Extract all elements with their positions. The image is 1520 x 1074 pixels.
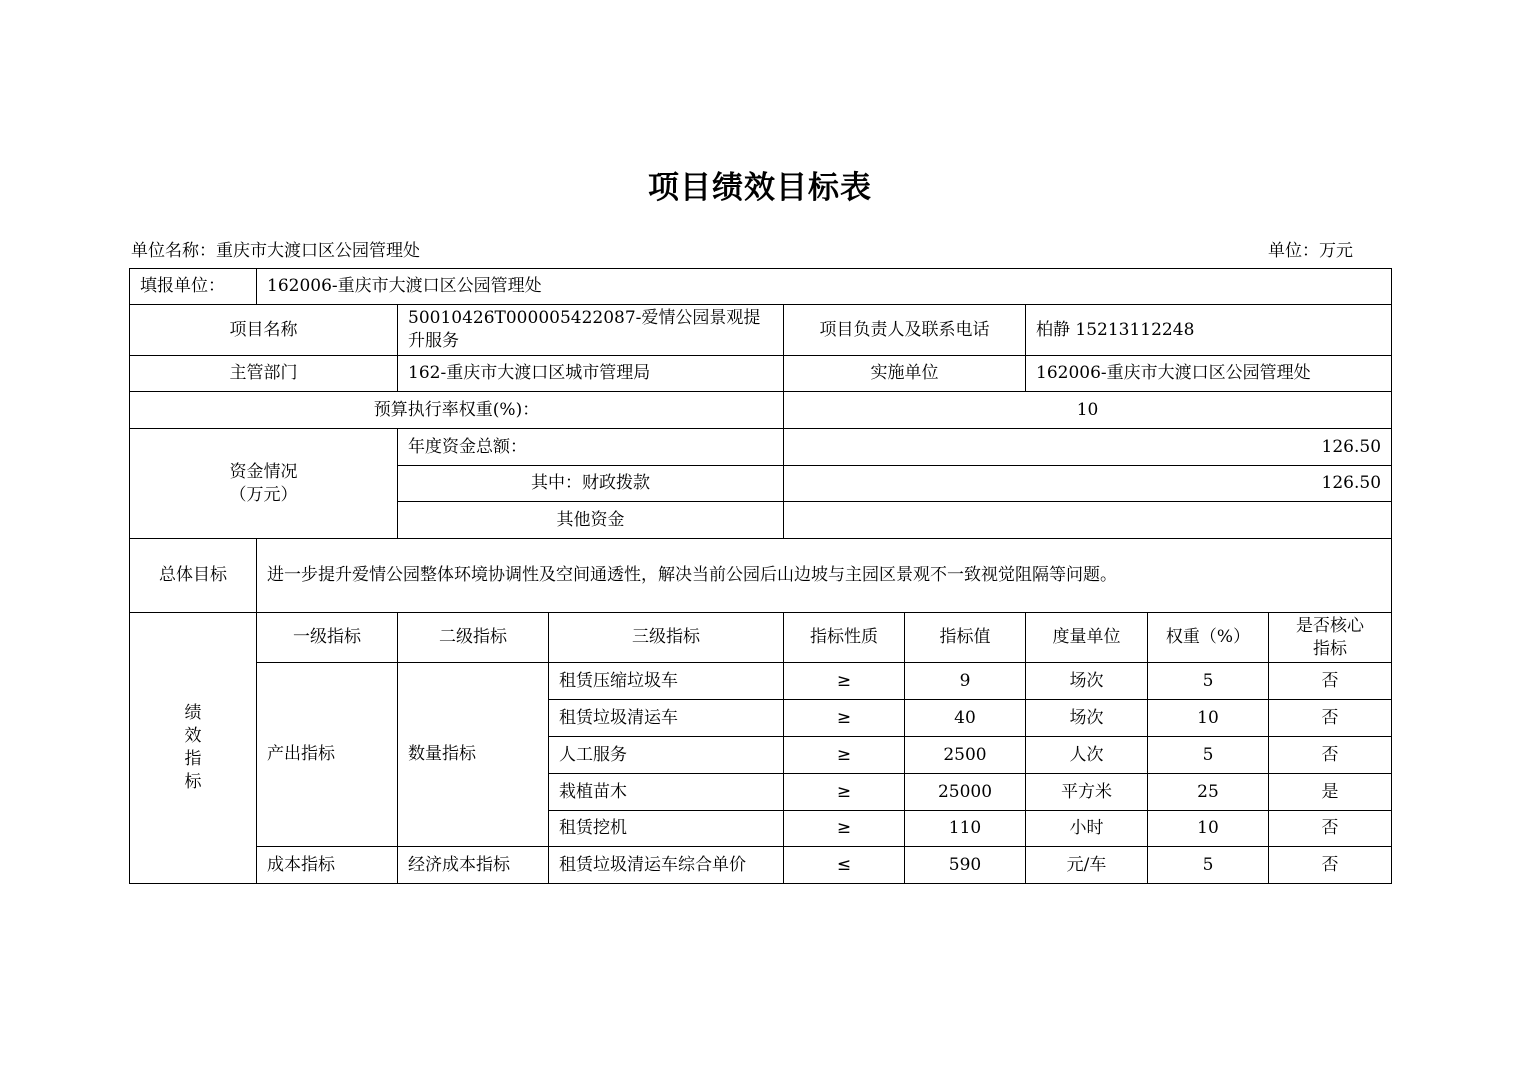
indicator-nature: ≥ — [784, 700, 905, 737]
project-owner-label: 项目负责人及联系电话 — [784, 305, 1026, 356]
fill-unit-row — [130, 269, 1392, 305]
goal-text: 进一步提升爱情公园整体环境协调性及空间通透性，解决当前公园后山边坡与主园区景观不一致视觉阻隔等问题。 — [257, 539, 1392, 613]
dept-value: 162-重庆市大渡口区城市管理局 — [398, 356, 784, 392]
funds-label-line2: （万元） — [229, 484, 298, 505]
funds-label — [130, 429, 398, 539]
indicator-unit: 小时 — [1026, 811, 1148, 847]
indicator-section-char: 标 — [184, 772, 202, 792]
indicator-name: 人工服务 — [549, 737, 784, 774]
indicator-value: 590 — [905, 847, 1026, 884]
header-value: 指标值 — [905, 613, 1026, 663]
indicator-value: 110 — [905, 811, 1026, 847]
project-name-label: 项目名称 — [130, 305, 398, 356]
indicator-nature: ≥ — [784, 811, 905, 847]
header-core-line1: 是否核心 — [1296, 615, 1364, 636]
indicator-core: 是 — [1269, 774, 1392, 811]
indicator-name: 栽植苗木 — [549, 774, 784, 811]
fill-unit-value: 162006-重庆市大渡口区公园管理处 — [257, 269, 1392, 305]
dept-row — [130, 356, 1392, 392]
indicator-core: 否 — [1269, 700, 1392, 737]
indicator-unit: 场次 — [1026, 700, 1148, 737]
project-name-row — [130, 305, 1392, 356]
indicator-weight: 10 — [1148, 811, 1269, 847]
project-name-value: 50010426T000005422087-爱情公园景观提升服务 — [398, 305, 784, 356]
indicator-value: 25000 — [905, 774, 1026, 811]
indicator-level1: 成本指标 — [257, 847, 398, 884]
header-level1: 一级指标 — [257, 613, 398, 663]
indicator-section-char: 效 — [184, 726, 202, 746]
indicator-level2: 数量指标 — [398, 663, 549, 847]
indicator-nature: ≥ — [784, 737, 905, 774]
indicator-unit: 场次 — [1026, 663, 1148, 700]
fill-unit-label: 填报单位： — [130, 269, 257, 305]
funds-label-line1: 资金情况 — [229, 461, 298, 482]
header-nature: 指标性质 — [784, 613, 905, 663]
indicator-core: 否 — [1269, 663, 1392, 700]
header-core-line2: 指标 — [1313, 638, 1347, 659]
budget-weight-row — [130, 392, 1392, 429]
indicator-weight: 10 — [1148, 700, 1269, 737]
indicator-unit: 平方米 — [1026, 774, 1148, 811]
indicator-weight: 5 — [1148, 663, 1269, 700]
other-funds-value — [784, 502, 1392, 539]
goal-label: 总体目标 — [130, 539, 257, 613]
indicator-weight: 25 — [1148, 774, 1269, 811]
other-funds-label: 其他资金 — [398, 502, 784, 539]
indicator-name: 租赁垃圾清运车综合单价 — [549, 847, 784, 884]
header-unit: 度量单位 — [1026, 613, 1148, 663]
indicator-name: 租赁垃圾清运车 — [549, 700, 784, 737]
indicator-row — [130, 847, 1392, 884]
indicator-section-char: 绩 — [184, 703, 202, 723]
budget-weight-label: 预算执行率权重(%)： — [130, 392, 784, 429]
indicator-unit: 元/车 — [1026, 847, 1148, 884]
indicator-core: 否 — [1269, 811, 1392, 847]
impl-unit-value: 162006-重庆市大渡口区公园管理处 — [1026, 356, 1392, 392]
currency-unit-label: 单位：万元 — [1268, 241, 1353, 261]
budget-weight-value: 10 — [784, 392, 1392, 429]
indicator-name: 租赁压缩垃圾车 — [549, 663, 784, 700]
fiscal-funds-value: 126.50 — [784, 466, 1392, 502]
unit-name-label: 单位名称：重庆市大渡口区公园管理处 — [131, 241, 420, 261]
indicator-core: 否 — [1269, 847, 1392, 884]
indicator-section-label — [130, 613, 257, 884]
goal-row — [130, 539, 1392, 613]
indicator-value: 40 — [905, 700, 1026, 737]
indicator-nature: ≥ — [784, 774, 905, 811]
indicator-nature: ≥ — [784, 663, 905, 700]
indicator-weight: 5 — [1148, 847, 1269, 884]
indicator-nature: ≤ — [784, 847, 905, 884]
header-weight: 权重（%） — [1148, 613, 1269, 663]
project-owner-value: 柏静 15213112248 — [1026, 305, 1392, 356]
header-level3: 三级指标 — [549, 613, 784, 663]
header-level2: 二级指标 — [398, 613, 549, 663]
header-core — [1269, 613, 1392, 663]
dept-label: 主管部门 — [130, 356, 398, 392]
performance-table — [129, 268, 1392, 884]
indicator-value: 9 — [905, 663, 1026, 700]
page-title: 项目绩效目标表 — [648, 170, 872, 206]
indicator-row — [130, 663, 1392, 700]
indicator-section-char: 指 — [184, 749, 202, 769]
fiscal-funds-label: 其中：财政拨款 — [398, 466, 784, 502]
indicator-unit: 人次 — [1026, 737, 1148, 774]
indicator-header-row — [130, 613, 1392, 663]
indicator-weight: 5 — [1148, 737, 1269, 774]
indicator-name: 租赁挖机 — [549, 811, 784, 847]
annual-funds-value: 126.50 — [784, 429, 1392, 466]
indicator-level2: 经济成本指标 — [398, 847, 549, 884]
funds-annual-row — [130, 429, 1392, 466]
indicator-value: 2500 — [905, 737, 1026, 774]
impl-unit-label: 实施单位 — [784, 356, 1026, 392]
indicator-core: 否 — [1269, 737, 1392, 774]
annual-funds-label: 年度资金总额： — [398, 429, 784, 466]
indicator-level1: 产出指标 — [257, 663, 398, 847]
